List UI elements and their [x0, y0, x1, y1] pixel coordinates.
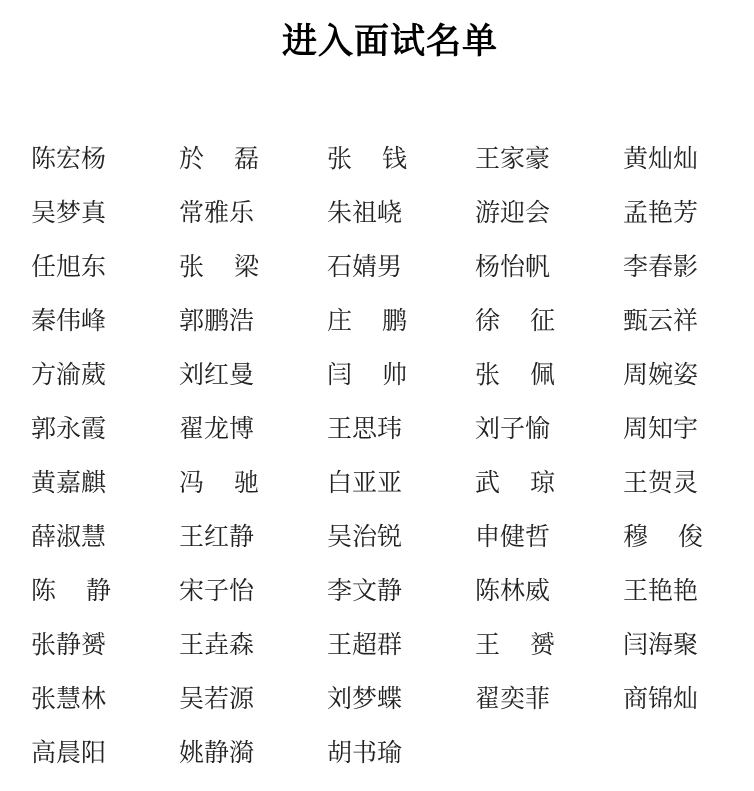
name-entry: 孟艳芳: [623, 198, 699, 227]
name-entry: 王垚森: [179, 630, 255, 659]
name-entry: 翟奕菲: [475, 684, 551, 713]
name-entry: 周婉姿: [623, 360, 699, 389]
name-entry: 秦伟峰: [31, 306, 107, 335]
name-entry: 冯 驰: [179, 468, 259, 497]
name-entry: 商锦灿: [623, 684, 699, 713]
name-entry: 王超群: [327, 630, 403, 659]
name-entry: 吴梦真: [31, 198, 107, 227]
name-entry: 游迎会: [475, 198, 551, 227]
name-entry: 张慧林: [31, 684, 107, 713]
name-entry: 陈 静: [31, 576, 111, 605]
name-entry: 胡书瑜: [327, 738, 403, 767]
name-entry: 张 钱: [327, 144, 407, 173]
name-entry: 黄灿灿: [623, 144, 699, 173]
name-entry: 高晨阳: [31, 738, 107, 767]
name-entry: 翟龙博: [179, 414, 255, 443]
name-entry: 武 琼: [475, 468, 555, 497]
name-entry: 周知宇: [623, 414, 699, 443]
name-entry: 方渝葳: [31, 360, 107, 389]
name-entry: 张 梁: [179, 252, 259, 281]
name-entry: 郭鹏浩: [179, 306, 255, 335]
name-entry: 王贺灵: [623, 468, 699, 497]
name-entry: 王 赟: [475, 630, 555, 659]
name-entry: 刘红曼: [179, 360, 255, 389]
name-entry: 王家豪: [475, 144, 551, 173]
name-entry: 张 佩: [475, 360, 555, 389]
name-entry: 杨怡帆: [475, 252, 551, 281]
name-entry: 薛淑慧: [31, 522, 107, 551]
name-entry: 陈林威: [475, 576, 551, 605]
name-entry: 李文静: [327, 576, 403, 605]
name-entry: 李春影: [623, 252, 699, 281]
name-entry: 宋子怡: [179, 576, 255, 605]
name-list: [31, 137, 754, 785]
name-entry: 於 磊: [179, 144, 259, 173]
name-entry: 郭永霞: [31, 414, 107, 443]
name-entry: 王红静: [179, 522, 255, 551]
name-entry: 朱祖峣: [327, 198, 403, 227]
name-entry: 闫海聚: [623, 630, 699, 659]
name-entry: 申健哲: [475, 522, 551, 551]
name-entry: 张静赟: [31, 630, 107, 659]
name-entry: 任旭东: [31, 252, 107, 281]
name-entry: 黄嘉麒: [31, 468, 107, 497]
name-entry: 徐 征: [475, 306, 555, 335]
name-entry: 石婧男: [327, 252, 403, 281]
name-entry: 吴治锐: [327, 522, 403, 551]
name-entry: 白亚亚: [327, 468, 403, 497]
name-entry: 王艳艳: [623, 576, 699, 605]
name-entry: 姚静漪: [179, 738, 255, 767]
name-entry: 庄 鹏: [327, 306, 407, 335]
name-entry: 刘子愉: [475, 414, 551, 443]
name-entry: 甄云祥: [623, 306, 699, 335]
name-entry: 常雅乐: [179, 198, 255, 227]
page-title: 进入面试名单: [281, 22, 498, 62]
name-entry: 陈宏杨: [31, 144, 107, 173]
name-entry: 刘梦蝶: [327, 684, 403, 713]
name-entry: 穆 俊: [623, 522, 703, 551]
name-entry: 王思玮: [327, 414, 403, 443]
name-entry: 吴若源: [179, 684, 255, 713]
name-entry: 闫 帅: [327, 360, 407, 389]
